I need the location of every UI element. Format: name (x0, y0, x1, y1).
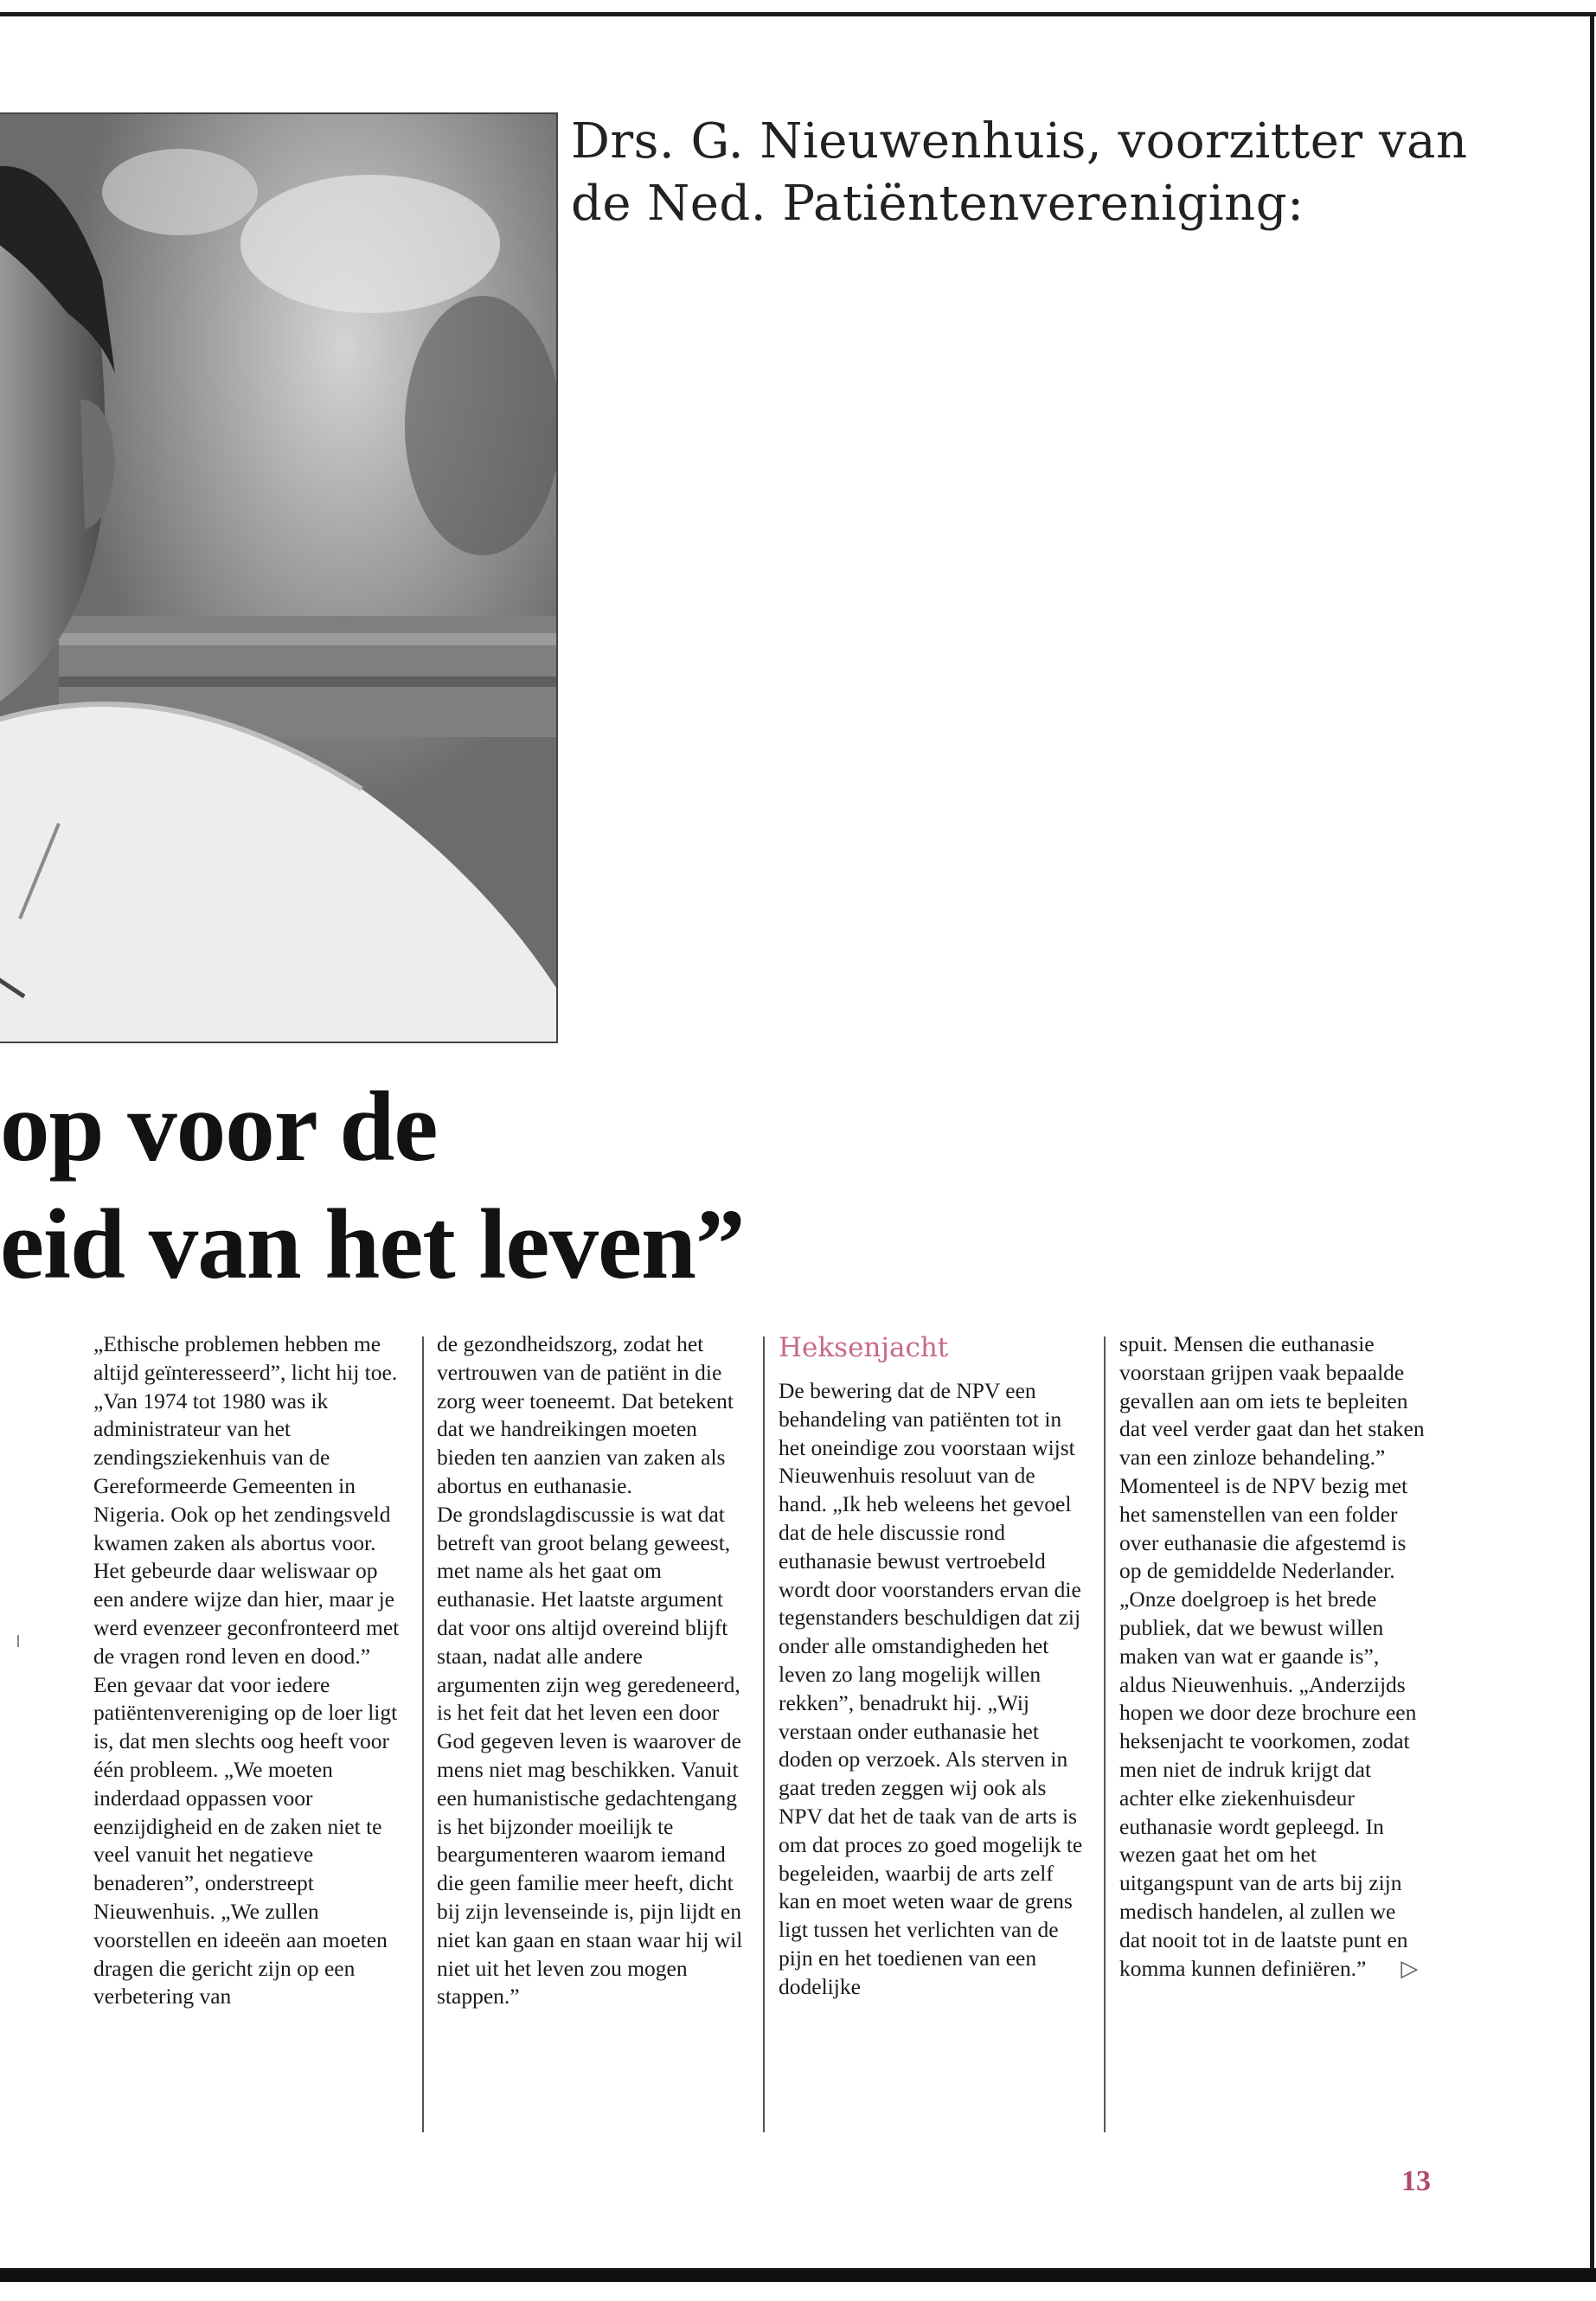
paragraph: Momenteel is de NPV bezig met het samenstellen van een folder over euthanasie die afgestemd is op de gemiddelde Nederlander. (1119, 1472, 1408, 1584)
page-edge (1590, 12, 1594, 2279)
end-mark-icon: ▷ (1401, 1955, 1419, 1982)
article-column-3 (779, 1330, 1086, 2002)
paragraph: De grondslagdiscussie is wat dat betreft van groot belang geweest, met name als het gaat om euthanasie. Het laatste argument dat voor ons altijd overeind blijft staan, nadat alle andere argumenten zijn weg geredeneerd, is het feit dat het leven een door God gegeven leven is waarover de mens niet mag beschikken. Vanuit een humanistische gedachtengang is het bijzonder moeilijk te beargumenteren waarom iemand die geen familie meer heeft, dicht bij zijn levenseinde is, pijn lijdt en niet kan gaan en staan waar hij wil niet uit het leven zou mogen stappen.” (437, 1501, 743, 2009)
article-column-1 (93, 1330, 401, 2011)
paragraph: De bewering dat de NPV een behandeling van patiënten tot in het oneindige zou voorstaan wijst Nieuwenhuis resoluut van de hand. „Ik heb weleens het gevoel dat de hele discussie rond euthanasie bewust vertroebeld wordt door voorstanders ervan die tegenstanders beschuldigen dat zij onder alle omstandigheden het leven zo lang mogelijk willen rekken”, benadrukt hij. „Wij verstaan onder euthanasie het doden op verzoek. Als sterven in gaat treden zeggen wij ook als NPV dat het de taak van de arts is om dat proces zo goed mogelijk te begeleiden, waarbij de arts zelf kan en moet weten waar de grens ligt tussen het verlichten van de pijn en het toedienen van een dodelijke (779, 1378, 1083, 1999)
page-number: 13 (1401, 2165, 1431, 2197)
column-divider (1104, 1336, 1106, 2132)
paragraph: spuit. Mensen die euthanasie voorstaan grijpen vaak bepaalde gevallen aan om iets te bepleiten dat veel verder gaat dan het staken van een zinloze behandeling.” (1119, 1331, 1425, 1471)
article-column-2 (437, 1330, 744, 2011)
portrait-photo-graphic (0, 114, 556, 1042)
paragraph: de gezondheidszorg, zodat het vertrouwen van de patiënt in die zorg weer toeneemt. Dat betekent dat we handreikingen moeten bieden ten aanzien van zaken als abortus en euthanasie. (437, 1331, 734, 1498)
portrait-photo (0, 112, 558, 1043)
paragraph: Een gevaar dat voor iedere patiëntenvereniging op de loer ligt is, dat men slechts oog heeft voor één probleem. „We moeten inderdaad oppassen voor eenzijdigheid en de zaken niet te veel vanuit het negatieve benaderen”, onderstreept Nieuwenhuis. „We zullen voorstellen en ideeën aan moeten dragen die gericht zijn op een verbetering van (93, 1671, 398, 2009)
margin-mark (17, 1635, 19, 1647)
top-rule (0, 12, 1596, 16)
column-divider (763, 1336, 765, 2132)
article-column-4 (1119, 1330, 1426, 1983)
photo-caption (571, 111, 1540, 235)
paragraph-text: „Onze doelgroep is het brede publiek, dat we bewust willen maken van wat er gaande is”, aldus Nieuwenhuis. „Anderzijds hopen we door deze brochure een heksenjacht te voorkomen, zodat men niet de indruk krijgt dat achter elke ziekenhuisdeur euthanasie wordt gepleegd. In wezen gaat het om het uitgangspunt van de arts bij zijn medisch handelen, al zullen we dat nooit tot in de laatste punt en komma kunnen definiëren.” (1119, 1586, 1417, 1981)
headline-line-1: op voor de (0, 1072, 438, 1182)
bottom-rule (0, 2268, 1596, 2282)
caption-line-1: Drs. G. Nieuwenhuis, voorzitter van (571, 113, 1468, 170)
headline-line-2: eid van het leven” (0, 1189, 745, 1299)
caption-line-2: de Ned. Patiëntenvereniging: (571, 176, 1304, 232)
headline (0, 1068, 1038, 1304)
paragraph: „Ethische problemen hebben me altijd geïnteresseerd”, licht hij toe. „Van 1974 tot 1980 was ik administrateur van het zendingsziekenhuis van de Gereformeerde Gemeenten in Nigeria. Ook op het zendingsveld kwamen zaken als abortus voor. Het gebeurde daar weliswaar op een andere wijze dan hier, maar je werd evenzeer geconfronteerd met de vragen rond leven en dood.” (93, 1331, 400, 1669)
column-divider (422, 1336, 424, 2132)
paragraph (1119, 1586, 1426, 1983)
section-heading: Heksenjacht (779, 1332, 949, 1363)
